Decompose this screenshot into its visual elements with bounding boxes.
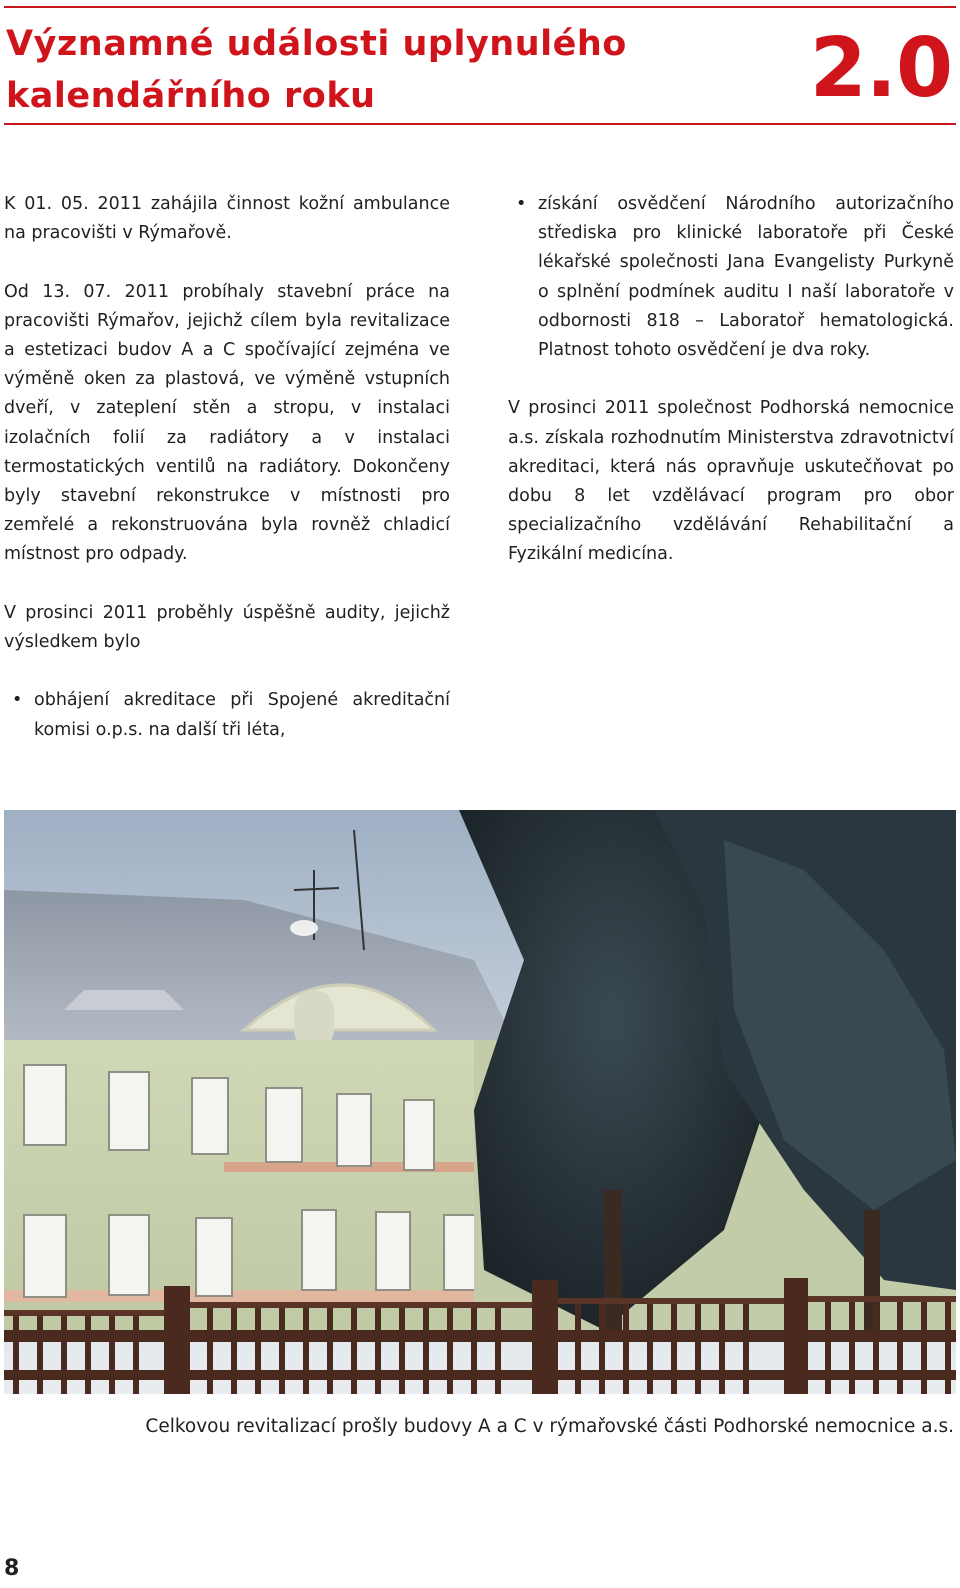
page-title-line-2: kalendářního roku: [6, 76, 376, 116]
paragraph-dermatology: K 01. 05. 2011 zahájila činnost kožní ambulance na pracovišti v Rýmařově.: [4, 194, 450, 244]
left-text-column: [4, 190, 450, 774]
paragraph-audits: V prosinci 2011 proběhly úspěšně audity, jejichž výsledkem bylo: [4, 602, 450, 653]
right-text-column: [508, 190, 954, 599]
page-number: 8: [4, 1556, 20, 1581]
photo-caption: Celkovou revitalizací prošly budovy A a C v rýmařovské části Podhorské nemocnice a.s.: [145, 1416, 954, 1437]
header-bottom-rule: [4, 123, 956, 125]
page-title-line-1: Významné události uplynulého: [6, 24, 627, 64]
audit-results-list: [4, 686, 450, 744]
audit-results-list-continued: [508, 190, 954, 365]
list-item: • obhájení akreditace při Spojené akreditační komisi o.p.s. na další tři léta,: [4, 686, 450, 744]
page-title: [6, 18, 726, 122]
list-item: • získání osvědčení Národního autorizačního střediska pro klinické laboratoře při České lékařské společnosti Jana Evangelisty Purkyně o splnění podmínek auditu I naší laboratoře v odbornosti 818 – Laboratoř hematologická. Platnost tohoto osvědčení je dva roky.: [508, 190, 954, 365]
paragraph-construction: Od 13. 07. 2011 probíhaly stavební práce na pracovišti Rýmařov, jejichž cílem byla revitalizace a estetizaci budov A a C spočívající zejména ve výměně oken za plastová, ve výměně vstupních dveří, v zateplení stěn a stropu, v instalaci izolačních folií za radiátory a v instalaci termostatických ventilů na radiátory. Dokončeny byly stavební rekonstrukce v místnosti pro zemřelé a rekonstruována byla rovněž chladicí místnost pro odpady.: [4, 281, 450, 565]
paragraph-accreditation: V prosinci 2011 společnost Podhorská nemocnice a.s. získala rozhodnutím Ministerstva zdravotnictví akreditaci, která nás opravňuje uskutečňovat po dobu 8 let vzdělávací program pro obor specializačního vzdělávání Rehabilitační a Fyzikální medicína.: [508, 398, 954, 565]
hospital-building-photo: [4, 810, 956, 1394]
top-rule: [4, 6, 956, 8]
chapter-number: 2.0: [809, 21, 952, 116]
